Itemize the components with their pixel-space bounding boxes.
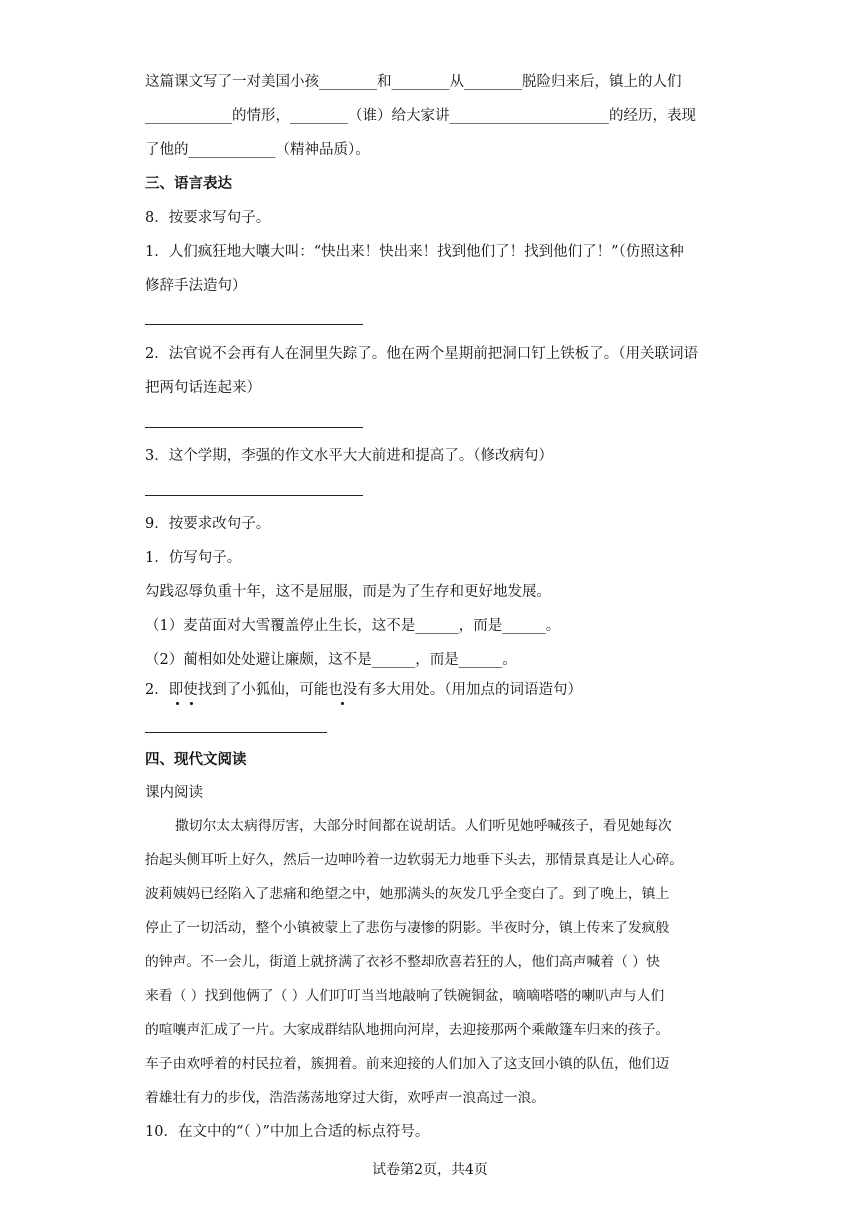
intro-line-2: ____________的情形，________（谁）给大家讲______________________的经历，表现 [145, 108, 696, 124]
emphasis-dot [190, 702, 193, 705]
question-8-1-line-1: 1．人们疯狂地大嚷大叫：“快出来！快出来！找到他们了！找到他们了！”（仿照这种 [145, 244, 684, 260]
question-9: 9．按要求改句子。 [145, 516, 271, 532]
answer-line-8-1[interactable] [145, 324, 363, 325]
question-10: 10．在文中的“（ ）”中加上合适的标点符号。 [145, 1124, 430, 1140]
passage-line: 的喧嚷声汇成了一片。大家成群结队地拥向河岸，去迎接那两个乘敞篷车归来的孩子。 [145, 1022, 670, 1038]
question-8-2-line-2: 把两句话连起来） [145, 380, 261, 396]
reading-subheading: 课内阅读 [145, 785, 203, 801]
section-heading-language-expression: 三、语言表达 [145, 176, 232, 192]
passage-line: 波莉姨妈已经陷入了悲痛和绝望之中，她那满头的灰发几乎全变白了。到了晚上，镇上 [145, 886, 670, 902]
question-8: 8．按要求写句子。 [145, 210, 271, 226]
question-9-sub-1: （1）麦苗面对大雪覆盖停止生长，这不是______，而是______。 [145, 618, 561, 634]
question-9-example: 勾践忍辱负重十年，这不是屈服，而是为了生存和更好地发展。 [145, 584, 551, 600]
question-9-1: 1．仿写句子。 [145, 550, 242, 566]
answer-line-8-2[interactable] [145, 427, 363, 428]
question-8-3: 3．这个学期，李强的作文水平大大前进和提高了。（修改病句） [145, 448, 553, 464]
question-8-2-line-1: 2．法官说不会再有人在洞里失踪了。他在两个星期前把洞口钉上铁板了。（用关联词语 [145, 346, 698, 362]
emphasis-dot [176, 702, 179, 705]
passage-line: 的钟声。不一会儿，街道上就挤满了衣衫不整却欣喜若狂的人，他们高声喊着（ ）快 [145, 954, 660, 970]
intro-line-1: 这篇课文写了一对美国小孩________和________从________脱险归来后，镇上的人们 [145, 74, 682, 90]
intro-line-3: 了他的____________（精神品质）。 [145, 142, 370, 158]
passage-line: 车子由欢呼着的村民拉着，簇拥着。前来迎接的人们加入了这支回小镇的队伍，他们迈 [145, 1056, 670, 1072]
question-9-2: 2．即使找到了小狐仙，可能也没有多大用处。（用加点的词语造句） [145, 682, 582, 698]
passage-line: 着雄壮有力的步伐，浩浩荡荡地穿过大街，欢呼声一浪高过一浪。 [145, 1090, 546, 1106]
passage-line: 撒切尔太太病得厉害，大部分时间都在说胡话。人们听见她呼喊孩子，看见她每次 [175, 818, 672, 834]
passage-line: 停止了一切活动，整个小镇被蒙上了悲伤与凄惨的阴影。半夜时分，镇上传来了发疯般 [145, 920, 670, 936]
question-9-sub-2: （2）蔺相如处处避让廉颇，这不是______，而是______。 [145, 652, 517, 668]
answer-line-9-2[interactable] [145, 732, 327, 733]
passage-line: 抬起头侧耳听上好久，然后一边呻吟着一边软弱无力地垂下头去，那情景真是让人心碎。 [145, 852, 684, 868]
emphasis-dot [341, 702, 344, 705]
question-8-1-line-2: 修辞手法造句） [145, 278, 247, 294]
page-footer: 试卷第2页，共4页 [372, 1162, 488, 1178]
section-heading-modern-reading: 四、现代文阅读 [145, 752, 247, 768]
answer-line-8-3[interactable] [145, 495, 363, 496]
passage-line: 来看（ ）找到他俩了（ ）人们叮叮当当地敲响了铁碗铜盆，嘀嘀嗒嗒的喇叭声与人们 [145, 988, 665, 1004]
